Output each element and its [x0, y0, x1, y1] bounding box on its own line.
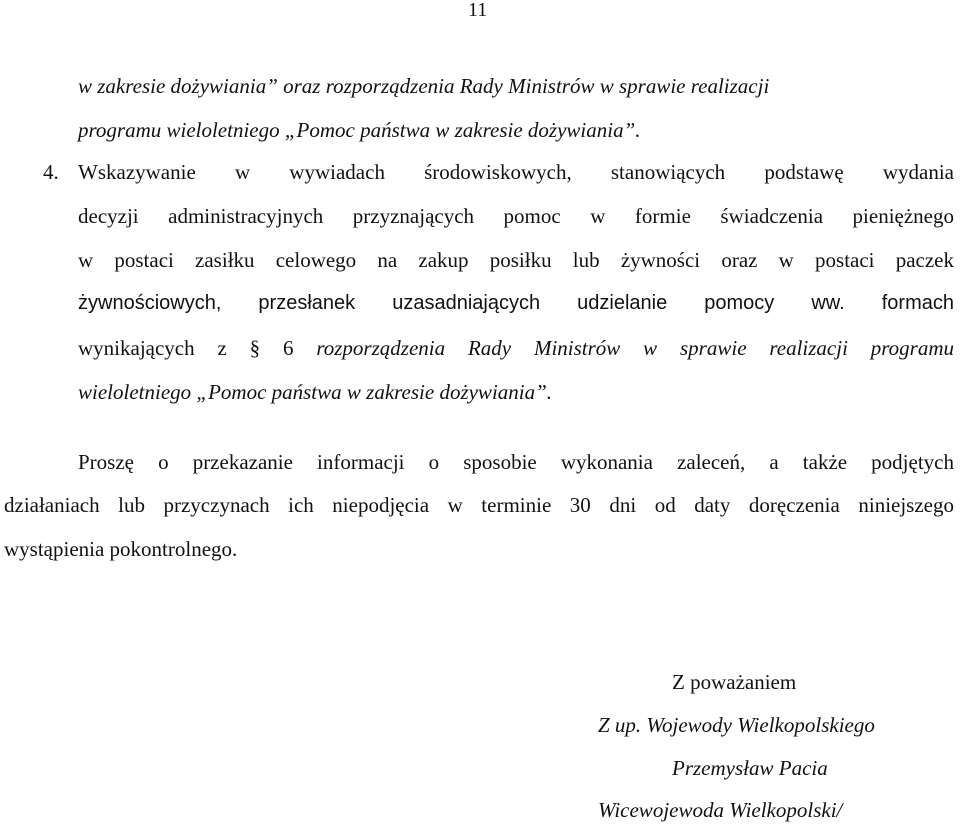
request-row: Proszę o przekazanie informacji o sposobie wykonania zaleceń, a także podjętych — [78, 450, 954, 474]
signatory-name: Przemysław Pacia — [672, 756, 828, 780]
request-row: działaniach lub przyczynach ich niepodjęcia w terminie 30 dni od daty doręczenia niniejszego — [4, 493, 954, 517]
item4-row: w postaci zasiłku celowego na zakup posiłku lub żywności oraz w postaci paczek — [78, 248, 954, 272]
list-item-number: 4. — [43, 160, 59, 184]
item4-row: Wskazywanie w wywiadach środowiskowych, stanowiących podstawę wydania — [78, 160, 954, 184]
continuation-line-1: w zakresie dożywiania” oraz rozporządzenia Rady Ministrów w sprawie realizacji — [78, 74, 770, 98]
item4-row5-normal: wynikających z § 6 — [78, 336, 317, 360]
on-behalf-text: Z up. Wojewody Wielkopolskiego — [598, 713, 875, 737]
closing-text: Z poważaniem — [672, 670, 797, 694]
item4-row5-italic: rozporządzenia Rady Ministrów w sprawie realizacji programu — [316, 336, 954, 360]
request-row: wystąpienia pokontrolnego. — [4, 537, 238, 561]
item4-row — [78, 336, 954, 366]
item4-row: wieloletniego „Pomoc państwa w zakresie dożywiania”. — [78, 380, 553, 404]
continuation-line-2: programu wieloletniego „Pomoc państwa w zakresie dożywiania”. — [78, 118, 641, 142]
signatory-title: Wicewojewoda Wielkopolski/ — [598, 798, 843, 822]
item4-row: decyzji administracyjnych przyznających pomoc w formie świadczenia pieniężnego — [78, 204, 954, 228]
item4-row: żywnościowych, przesłanek uzasadniających udzielanie pomocy ww. formach — [78, 292, 954, 314]
page-number: 11 — [468, 0, 488, 21]
